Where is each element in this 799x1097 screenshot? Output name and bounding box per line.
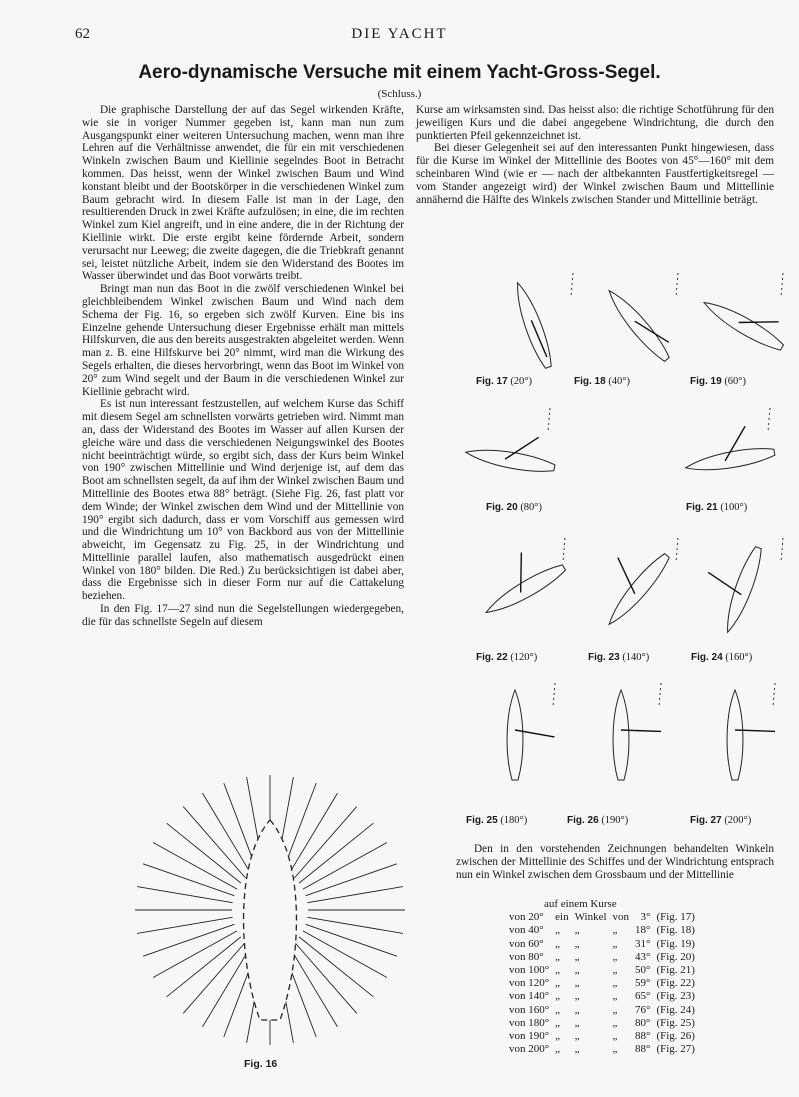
table-cell-course: von 180° (509, 1016, 550, 1029)
table-cell-fig: (Fig. 22) (656, 977, 695, 990)
table-cell-c: „ (612, 950, 618, 963)
figure-caption (486, 502, 542, 513)
table-cell-b: Winkel (574, 911, 607, 924)
figure-angle: (180°) (497, 815, 528, 826)
hull-outline (603, 285, 673, 364)
figure-caption (574, 376, 630, 387)
figure-angle: (140°) (619, 652, 650, 663)
boom-line (504, 552, 539, 592)
table-cell-b: „ (574, 937, 580, 950)
sail-figure (675, 405, 785, 515)
wind-arrow (553, 683, 555, 707)
radial-line (294, 942, 356, 1013)
table-row (506, 1030, 698, 1043)
boom-line (705, 572, 745, 594)
table-cell-a: „ (555, 990, 561, 1003)
table-cell-angle: 65° (635, 990, 651, 1003)
radial-line (137, 887, 233, 903)
table-cell-b: „ (574, 1003, 580, 1016)
angle-table (506, 898, 698, 1056)
table-cell-fig: (Fig. 25) (656, 1016, 695, 1029)
hull-outline (507, 690, 523, 780)
figure-label: Fig. 27 (690, 815, 722, 826)
figure-angle: (100°) (717, 502, 748, 513)
radial-line (203, 946, 252, 1027)
sail-figure (688, 535, 798, 645)
table-cell-angle: 31° (635, 937, 651, 950)
table-cell-c: „ (612, 977, 618, 990)
table-cell-angle: 80° (635, 1016, 651, 1029)
fig16-caption: Fig. 16 (244, 1058, 278, 1070)
table-row (506, 951, 698, 964)
table-cell-c: von (612, 911, 630, 924)
table-cell-a: „ (555, 1003, 561, 1016)
figure-label: Fig. 21 (686, 502, 718, 513)
table-cell-b: „ (574, 924, 580, 937)
sail-figure (680, 680, 790, 790)
radial-line (299, 823, 373, 883)
table-cell-angle: 88° (635, 1030, 651, 1043)
figure-caption (691, 652, 752, 663)
paragraph: Den in den vorstehenden Zeichnungen behandelten Winkeln zwischen der Mittellinie des Schiffes und der Windrichtung entsprach nun ein Winkel zwischen dem Grossbaum und der Mittellinie (456, 843, 774, 881)
hull-outline (727, 690, 743, 780)
radial-line (167, 937, 241, 997)
table-cell-course: von 160° (509, 1003, 550, 1016)
hull-outline (464, 444, 555, 475)
table-cell-angle: 18° (635, 924, 651, 937)
table-cell-angle: 88° (635, 1043, 651, 1056)
table-cell-c: „ (612, 1003, 618, 1016)
boom-line (515, 730, 554, 737)
summary-paragraph (456, 843, 774, 881)
table-cell-c: „ (612, 1016, 618, 1029)
table-cell-b: „ (574, 977, 580, 990)
radial-line (307, 917, 403, 933)
table-row (506, 1043, 698, 1056)
paragraph: In den Fig. 17—27 sind nun die Segelstellungen wiedergegeben, die für das schnellste Segeln auf diesem (82, 603, 404, 628)
table-body (506, 911, 698, 1056)
table-cell-fig: (Fig. 24) (656, 1003, 695, 1016)
wind-arrow (768, 408, 770, 432)
table-row (506, 1017, 698, 1030)
left-text-column (82, 104, 404, 629)
table-header: auf einem Kurse (544, 898, 617, 910)
hull-outline (244, 820, 297, 1020)
figure-angle: (40°) (605, 376, 631, 387)
fig16-diagram (130, 760, 430, 1055)
wind-arrow (781, 538, 783, 562)
hull-outline (684, 444, 775, 475)
table-cell-fig: (Fig. 26) (656, 1030, 695, 1043)
hull-outline (603, 550, 673, 629)
figure-caption (690, 815, 751, 826)
table-cell-angle: 3° (640, 911, 651, 924)
boom-line (735, 730, 775, 731)
sail-figure (583, 535, 693, 645)
table-cell-angle: 50° (635, 964, 651, 977)
table-cell-a: ein (555, 911, 569, 924)
sail-figure (478, 270, 588, 380)
figure-caption (588, 652, 649, 663)
figure-angle: (190°) (598, 815, 629, 826)
table-cell-a: „ (555, 950, 561, 963)
sail-figure (583, 270, 693, 380)
hull-outline (482, 561, 568, 620)
page-number: 62 (75, 26, 90, 42)
table-row (506, 938, 698, 951)
table-cell-c: „ (612, 1043, 618, 1056)
table-cell-b: „ (574, 964, 580, 977)
table-cell-a: „ (555, 1030, 561, 1043)
figure-caption (690, 376, 746, 387)
boom-line (739, 305, 779, 340)
figure-label: Fig. 19 (690, 376, 722, 387)
radial-line (137, 917, 233, 933)
table-cell-c: „ (612, 990, 618, 1003)
figure-caption (466, 815, 527, 826)
table-cell-b: „ (574, 990, 580, 1003)
radial-line (289, 946, 338, 1027)
sail-figure (455, 405, 565, 515)
radial-line (183, 807, 245, 878)
table-cell-b: „ (574, 1016, 580, 1029)
table-cell-c: „ (612, 937, 618, 950)
table-cell-fig: (Fig. 23) (656, 990, 695, 1003)
table-cell-fig: (Fig. 19) (656, 937, 695, 950)
table-cell-angle: 43° (635, 950, 651, 963)
table-cell-angle: 76° (635, 1003, 651, 1016)
table-cell-course: von 20° (509, 911, 544, 924)
radial-line (294, 807, 356, 878)
wind-arrow (676, 273, 678, 297)
figure-label: Fig. 22 (476, 652, 508, 663)
figure-label: Fig. 17 (476, 376, 508, 387)
paragraph: Kurse am wirksamsten sind. Das heisst also: die richtige Schotführung für den jeweiligen Kurs und die dabei angegebene Windrichtung, die durch den punktierten Pfeil gekennzeichnet ist. (416, 104, 774, 142)
radial-line (183, 942, 245, 1013)
figure-angle: (120°) (507, 652, 538, 663)
boom-line (505, 432, 539, 464)
figure-label: Fig. 23 (588, 652, 620, 663)
radial-line (289, 793, 338, 874)
table-row (506, 924, 698, 937)
radial-line (203, 793, 252, 874)
paragraph: Bei dieser Gelegenheit sei auf den interessanten Punkt hingewiesen, dass für die Kurse im Winkel der Mittellinie des Bootes von 45°—160° mit dem scheinbaren Wind (wie er — nach der altbekannten Faustfertigkeitsregel — vom Stander angezeigt wird) der Winkel zwischen Baum und Mittellinie annähernd die Hälfte des Winkels zwischen Stander und Mittellinie beträgt. (416, 142, 774, 206)
table-cell-fig: (Fig. 27) (656, 1043, 695, 1056)
paragraph: Bringt man nun das Boot in die zwölf verschiedenen Winkel bei gleichbleibendem Winkel zwischen Baum und Wind nach dem Schema der Fig. 16, so ergeben sich zwölf Kurven. Eine bis ins Einzelne gehende Untersuchung dieser Ergebnisse erhält man mittels Hilfskurven, die aus den bereits ausgestrakten abgeleitet werden. Wenn man z. B. eine Hilfskurve bei 20° nimmt, wird man die Wirkung des Segels erhalten, die dieses hervorbringt, wenn das Boot im Winkel von 20° zum Wind segelt und der Baum in die verschiedenen Winkel zur Kiellinie gebracht wird. (82, 283, 404, 398)
article-title: Aero-dynamische Versuche mit einem Yacht-Gross-Segel. (138, 62, 661, 83)
table-cell-course: von 190° (509, 1030, 550, 1043)
table-cell-c: „ (612, 924, 618, 937)
figure-angle: (60°) (721, 376, 747, 387)
table-cell-a: „ (555, 937, 561, 950)
table-cell-a: „ (555, 964, 561, 977)
table-cell-a: „ (555, 1016, 561, 1029)
sail-figure (470, 535, 580, 645)
table-row (506, 911, 698, 924)
table-cell-course: von 40° (509, 924, 544, 937)
table-row (506, 964, 698, 977)
boom-line (531, 320, 547, 358)
figure-angle: (20°) (507, 376, 533, 387)
table-cell-b: „ (574, 950, 580, 963)
figure-caption (476, 652, 537, 663)
radial-line (167, 823, 241, 883)
figure-caption (476, 376, 532, 387)
table-cell-a: „ (555, 1043, 561, 1056)
hull-outline (613, 690, 629, 780)
figure-angle: (80°) (517, 502, 543, 513)
figure-angle: (160°) (722, 652, 753, 663)
table-cell-course: von 200° (509, 1043, 550, 1056)
sail-figure (566, 680, 676, 790)
figure-caption (567, 815, 628, 826)
wind-arrow (563, 538, 565, 562)
figure-angle: (200°) (721, 815, 752, 826)
table-cell-b: „ (574, 1030, 580, 1043)
wind-arrow (781, 273, 783, 297)
table-cell-b: „ (574, 1043, 580, 1056)
table-cell-course: von 120° (509, 977, 550, 990)
table-cell-fig: (Fig. 20) (656, 950, 695, 963)
table-cell-course: von 100° (509, 964, 550, 977)
table-cell-course: von 140° (509, 990, 550, 1003)
figure-label: Fig. 20 (486, 502, 518, 513)
figure-label: Fig. 25 (466, 815, 498, 826)
table-cell-c: „ (612, 1030, 618, 1043)
paragraph: Die graphische Darstellung der auf das Segel wirkenden Kräfte, wie sie in voriger Nummer gegeben ist, kann man nun zum Ausgangspunkt einer weiteren Untersuchung machen, wenn man ihre Lehren auf die Verhältnisse anwendet, die für ein mit verschiedenen Winkeln zwischen Baum und Kiellinie segelndes Boot in Betracht kommen. Das heisst, wenn der Winkel zwischen Baum und Wind konstant bleibt und der Bootskörper in die verschiedenen Winkel zum Baum gebracht wird. In diesem Falle ist man in der Lage, den resultierenden Druck in zwei Kräfte aufzulösen; in eine, die im rechten Winkel zum Kiel angreift, und in eine andere, die in der Richtung der Kiellinie wirkt. Die erste ergibt keine fördernde Arbeit, sondern verursacht nur Leeweg; die zweite dagegen, die die Triebkraft genannt sei, leistet nützliche Arbeit, indem sie den Widerstand des Bootes im Wasser überwindet und das Boot vorwärts treibt. (82, 104, 404, 283)
wind-arrow (548, 408, 550, 432)
table-row (506, 977, 698, 990)
boom-line (621, 730, 661, 731)
table-cell-a: „ (555, 924, 561, 937)
table-cell-course: von 60° (509, 937, 544, 950)
table-cell-fig: (Fig. 18) (656, 924, 695, 937)
magazine-title: DIE YACHT (351, 26, 448, 42)
wind-arrow (676, 538, 678, 562)
table-cell-a: „ (555, 977, 561, 990)
hull-outline (720, 545, 766, 635)
wind-arrow (659, 683, 661, 707)
figure-caption (686, 502, 747, 513)
radial-line (299, 937, 373, 997)
figure-label: Fig. 24 (691, 652, 723, 663)
right-text-column (416, 104, 774, 206)
boom-line (720, 426, 751, 461)
sail-figure (688, 270, 798, 380)
figure-label: Fig. 26 (567, 815, 599, 826)
boom-line (635, 313, 669, 350)
wind-arrow (571, 273, 573, 297)
radial-line (307, 887, 403, 903)
paragraph: Es ist nun interessant festzustellen, auf welchem Kurse das Schiff mit diesem Segel am schnellsten vorwärts getrieben wird. Nimmt man an, dass der Widerstand des Bootes im Wasser auf allen Kursen der gleiche wäre und dass die verschiedenen Neigungswinkel des Bootes nicht beeinträchtigt würde, so ergibt sich, dass der Kurs beim Winkel von 190° zwischen Mittellinie und Wind derjenige ist, auf dem das Boot am schnellsten segelt, da auf ihm der Winkel zwischen Baum und Mittellinie des Bootes etwa 88° beträgt. (Siehe Fig. 26, fast platt vor dem Winde; der Winkel zwischen dem Wind und der Mittellinie von 190° ergibt sich dadurch, dass er vom Vorschiff aus gemessen wird und die Windrichtung um 10° von Backbord aus von der Mittellinie abweicht, im Gegensatz zu Fig. 25, in der Windrichtung und Mittellinie parallel laufen, also mathematisch ausgedrückt einen Winkel von 180° bilden. Die Red.) Zu berücksichtigen ist dabei aber, dass die Ergebnisse sich in dieser Form nur auf die Cattakelung beziehen. (82, 398, 404, 603)
sail-figure (460, 680, 570, 790)
figure-label: Fig. 18 (574, 376, 606, 387)
table-cell-c: „ (612, 964, 618, 977)
wind-arrow (773, 683, 775, 707)
table-cell-fig: (Fig. 21) (656, 964, 695, 977)
table-cell-course: von 80° (509, 950, 544, 963)
table-row (506, 990, 698, 1003)
table-row (506, 1004, 698, 1017)
table-cell-fig: (Fig. 17) (656, 911, 695, 924)
hull-outline (700, 296, 786, 355)
table-cell-angle: 59° (635, 977, 651, 990)
article-subtitle: (Schluss.) (377, 88, 422, 100)
